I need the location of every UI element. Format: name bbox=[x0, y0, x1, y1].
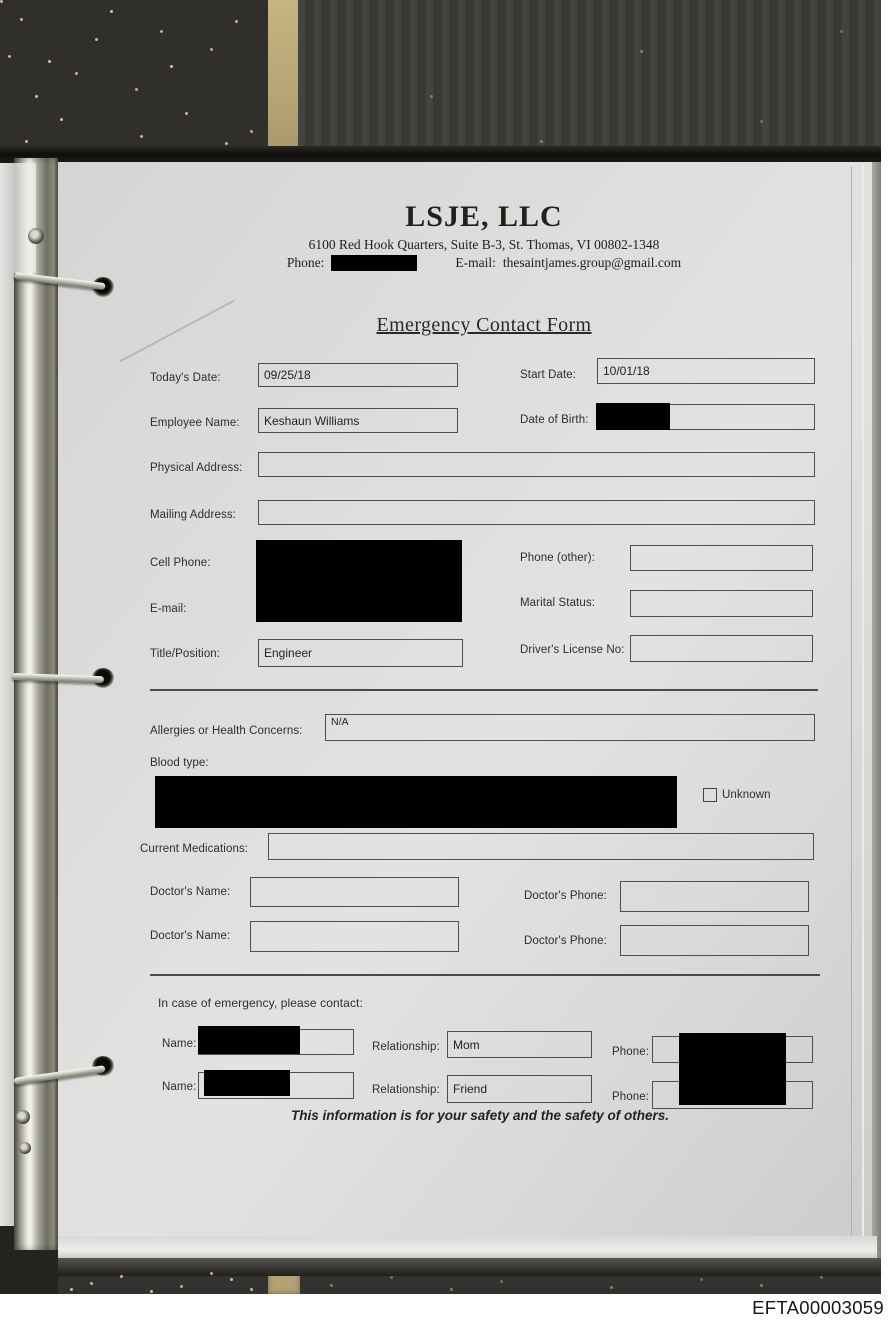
field-label-blood-type: Blood type: bbox=[150, 757, 209, 769]
field-label-physical-address: Physical Address: bbox=[150, 462, 243, 474]
input-box-doctor2-name bbox=[250, 921, 459, 952]
field-label-current-medications: Current Medications: bbox=[140, 843, 249, 855]
redaction-date-of-birth bbox=[596, 403, 670, 430]
contact1-relationship-label: Relationship: bbox=[372, 1041, 440, 1053]
input-box-contact1-relationship bbox=[447, 1031, 592, 1058]
field-label-employee-name: Employee Name: bbox=[150, 417, 240, 429]
field-label-doctor1-phone: Doctor's Phone: bbox=[524, 890, 607, 902]
contact1-phone-label: Phone: bbox=[612, 1046, 650, 1058]
redaction-cell-phone-and-email bbox=[256, 540, 462, 622]
bates-number: EFTA00003059 bbox=[752, 1297, 884, 1318]
emergency-section-heading: In case of emergency, please contact: bbox=[158, 996, 363, 1010]
field-label-start-date: Start Date: bbox=[520, 369, 577, 381]
field-label-phone-other: Phone (other): bbox=[520, 552, 595, 564]
contact1-name-label: Name: bbox=[162, 1038, 197, 1050]
redaction-contact1-name bbox=[198, 1026, 300, 1054]
form-header bbox=[150, 200, 818, 271]
field-label-email: E-mail: bbox=[150, 603, 187, 615]
field-label-date-of-birth: Date of Birth: bbox=[520, 414, 589, 426]
field-label-allergies: Allergies or Health Concerns: bbox=[150, 725, 303, 737]
section-divider bbox=[150, 974, 820, 976]
company-contact-line bbox=[150, 255, 818, 271]
company-email-label: E-mail: bbox=[455, 255, 496, 270]
contact1-relationship-value: Mom bbox=[453, 1037, 480, 1052]
company-email: thesaintjames.group@gmail.com bbox=[502, 255, 682, 270]
field-label-todays-date: Today's Date: bbox=[150, 372, 221, 384]
field-value-allergies: N/A bbox=[331, 716, 349, 728]
contact2-relationship-value: Friend bbox=[453, 1082, 488, 1096]
section-divider bbox=[150, 689, 818, 691]
field-label-doctor2-phone: Doctor's Phone: bbox=[524, 935, 607, 947]
input-box-marital-status bbox=[630, 590, 813, 617]
input-box-allergies bbox=[325, 714, 815, 741]
field-label-drivers-license: Driver's License No: bbox=[520, 644, 625, 656]
input-box-todays-date bbox=[258, 363, 458, 387]
redaction-company-phone bbox=[331, 255, 417, 271]
input-box-phone-other bbox=[630, 545, 813, 571]
contact2-name-label: Name: bbox=[162, 1081, 197, 1093]
redaction-blood-type bbox=[155, 776, 677, 828]
input-box-contact2-relationship bbox=[447, 1075, 592, 1103]
input-box-doctor2-phone bbox=[620, 925, 809, 956]
input-box-current-medications bbox=[268, 833, 814, 860]
field-label-title-position: Title/Position: bbox=[150, 648, 221, 660]
input-box-title-position bbox=[258, 639, 463, 667]
field-label-mailing-address: Mailing Address: bbox=[150, 509, 236, 521]
footer-note: This information is for your safety and the safety of others. bbox=[290, 1108, 670, 1123]
input-box-start-date bbox=[597, 358, 815, 384]
field-value-employee-name: Keshaun Williams bbox=[264, 413, 360, 428]
contact2-phone-label: Phone: bbox=[612, 1091, 650, 1103]
company-name: LSJE, LLC bbox=[405, 200, 563, 233]
input-box-doctor1-name bbox=[250, 877, 459, 907]
redaction-contact2-name bbox=[204, 1070, 290, 1096]
field-value-title-position: Engineer bbox=[264, 646, 313, 660]
company-address: 6100 Red Hook Quarters, Suite B-3, St. Thomas, VI 00802-1348 bbox=[308, 237, 660, 252]
unknown-checkbox-label: Unknown bbox=[722, 789, 771, 801]
input-box-drivers-license bbox=[630, 635, 813, 662]
input-box-doctor1-phone bbox=[620, 881, 809, 912]
field-label-marital-status: Marital Status: bbox=[520, 597, 595, 609]
unknown-checkbox bbox=[703, 788, 717, 802]
field-label-doctor2-name: Doctor's Name: bbox=[150, 930, 231, 942]
field-label-cell-phone: Cell Phone: bbox=[150, 557, 211, 569]
contact2-relationship-label: Relationship: bbox=[372, 1084, 440, 1096]
field-value-todays-date: 09/25/18 bbox=[264, 368, 311, 382]
input-box-mailing-address bbox=[258, 500, 815, 525]
redaction-contact-phones bbox=[679, 1033, 786, 1105]
field-value-start-date: 10/01/18 bbox=[603, 364, 650, 378]
input-box-employee-name bbox=[258, 408, 458, 433]
company-phone-label: Phone: bbox=[286, 255, 325, 270]
field-label-doctor1-name: Doctor's Name: bbox=[150, 886, 231, 898]
input-box-physical-address bbox=[258, 452, 815, 477]
form-title: Emergency Contact Form bbox=[376, 314, 592, 336]
